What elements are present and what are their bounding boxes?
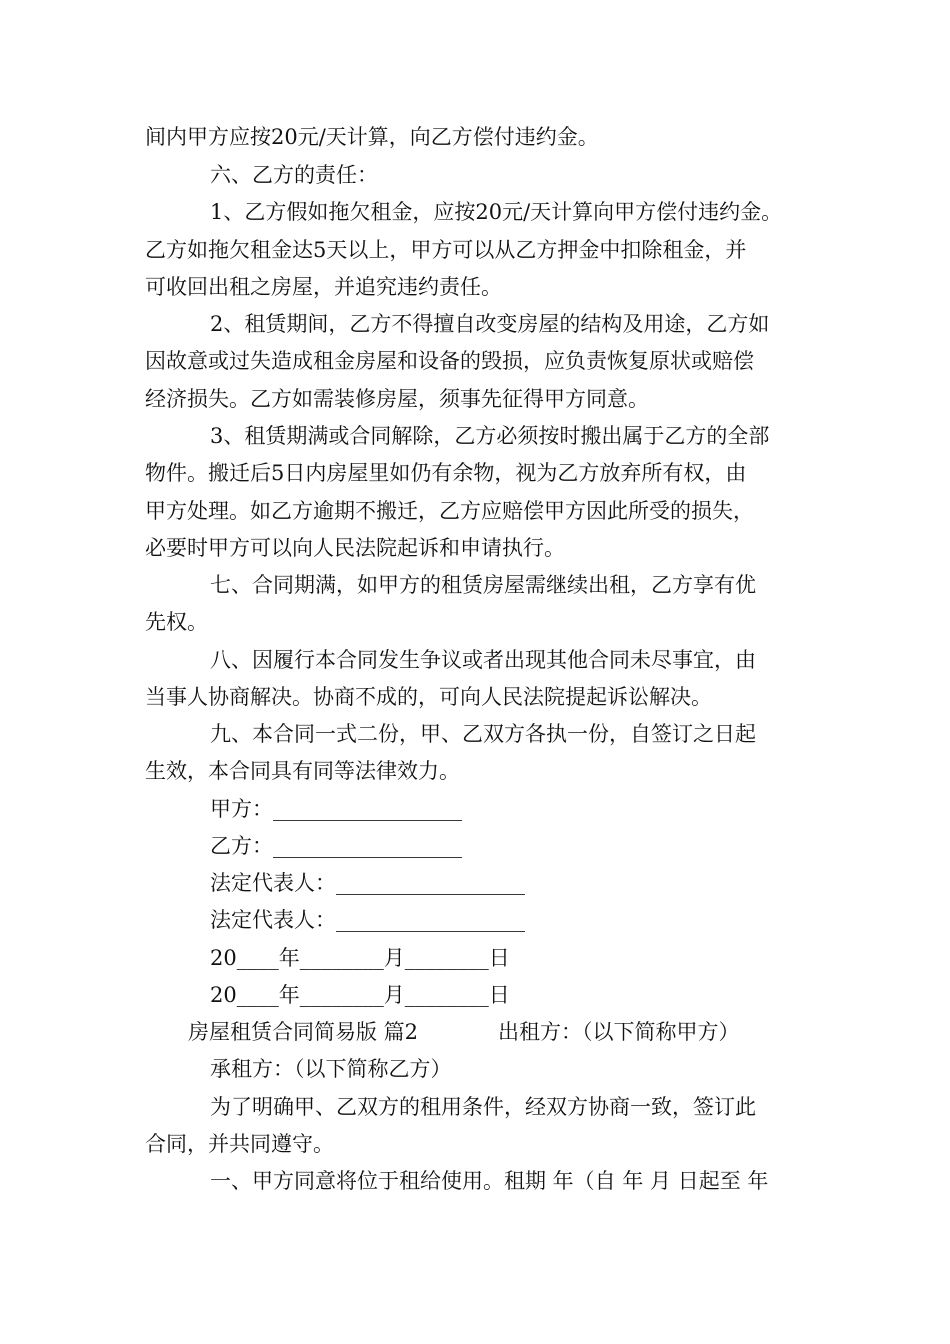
section-heading: 六、乙方的责任：: [210, 163, 378, 187]
paragraph-line: 为了明确甲、乙双方的租用条件，经双方协商一致，签订此: [210, 1095, 756, 1119]
contract-title: 房屋租赁合同简易版 篇2: [188, 1020, 419, 1044]
paragraph-line: 合同，并共同遵守。: [145, 1132, 334, 1156]
paragraph-line: 九、本合同一式二份，甲、乙双方各执一份，自签订之日起: [210, 722, 756, 746]
paragraph-line: 生效，本合同具有同等法律效力。: [145, 759, 460, 783]
paragraph-line: 甲方处理。如乙方逾期不搬迁，乙方应赔偿甲方因此所受的损失，: [145, 499, 754, 523]
paragraph-line: 七、合同期满，如甲方的租赁房屋需继续出租，乙方享有优: [210, 573, 756, 597]
lessee-line: 承租方：（以下简称乙方）: [210, 1057, 452, 1081]
paragraph-line: 2、租赁期间，乙方不得擅自改变房屋的结构及用途，乙方如: [210, 312, 770, 336]
paragraph-line: 3、租赁期满或合同解除，乙方必须按时搬出属于乙方的全部: [210, 424, 770, 448]
lessor-line: 出租方：（以下简称甲方）: [498, 1020, 740, 1044]
signature-party-b: 乙方：__________________: [210, 834, 462, 858]
paragraph-line: 物件。搬迁后5日内房屋里如仍有余物，视为乙方放弃所有权，由: [145, 461, 747, 485]
paragraph-line: 必要时甲方可以向人民法院起诉和申请执行。: [145, 536, 565, 560]
paragraph-line: 一、甲方同意将位于租给使用。租期 年（自 年 月 日起至 年: [210, 1169, 769, 1193]
paragraph-line: 经济损失。乙方如需装修房屋，须事先征得甲方同意。: [145, 387, 649, 411]
paragraph-line: 因故意或过失造成租金房屋和设备的毁损，应负责恢复原状或赔偿: [145, 349, 754, 373]
legal-representative-line: 法定代表人：__________________: [210, 908, 525, 932]
legal-representative-line: 法定代表人：__________________: [210, 871, 525, 895]
paragraph-line: 当事人协商解决。协商不成的，可向人民法院提起诉讼解决。: [145, 685, 712, 709]
paragraph-line: 乙方如拖欠租金达5天以上，甲方可以从乙方押金中扣除租金，并: [145, 238, 747, 262]
paragraph-line: 先权。: [145, 610, 208, 634]
paragraph-line: 可收回出租之房屋，并追究违约责任。: [145, 275, 502, 299]
signature-party-a: 甲方：__________________: [210, 797, 462, 821]
date-line: 20____年________月________日: [210, 983, 510, 1007]
paragraph-line: 1、乙方假如拖欠租金，应按20元/天计算向甲方偿付违约金。: [210, 200, 783, 224]
date-line: 20____年________月________日: [210, 946, 510, 970]
paragraph-line: 八、因履行本合同发生争议或者出现其他合同未尽事宜，由: [210, 648, 756, 672]
paragraph-line: 间内甲方应按20元/天计算，向乙方偿付违约金。: [145, 125, 599, 149]
